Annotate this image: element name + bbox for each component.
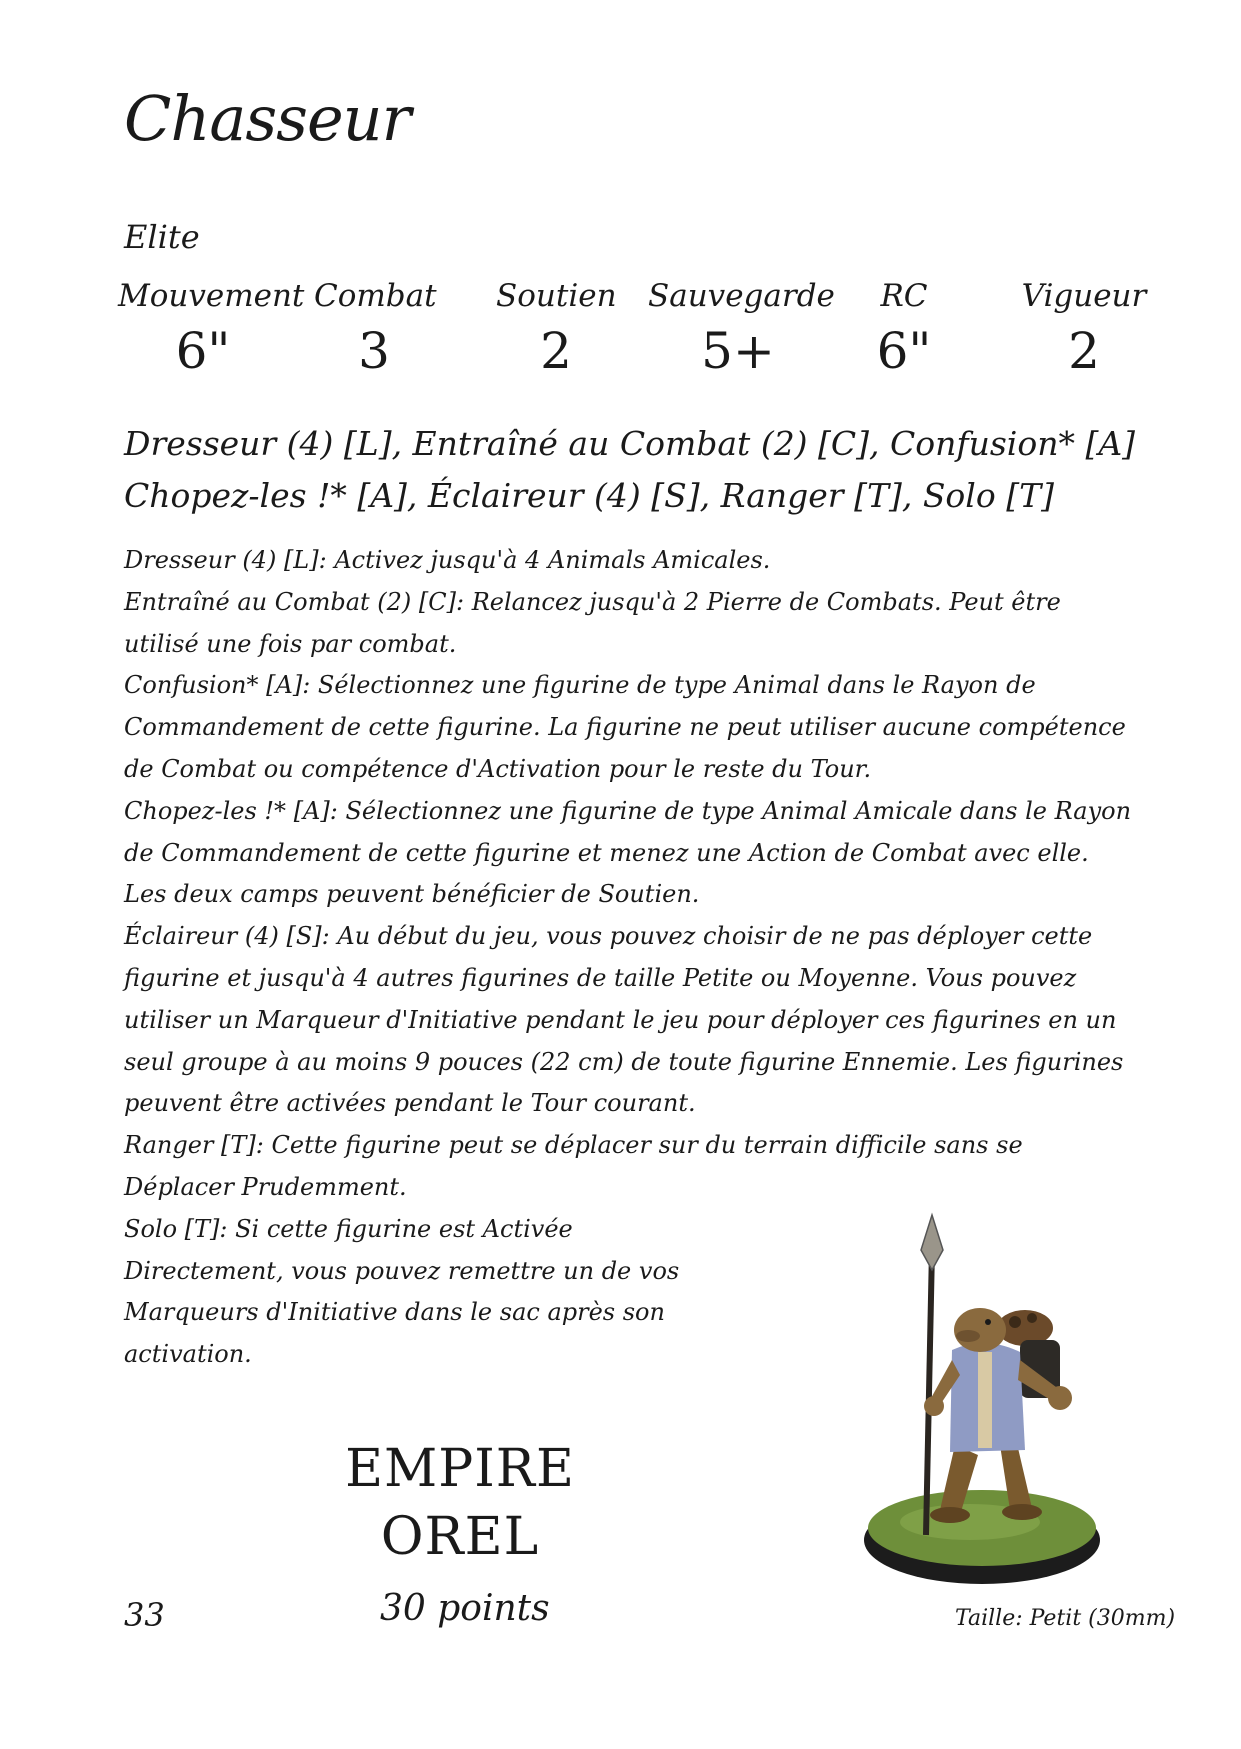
stat-label: Vigueur [1021,278,1147,314]
stat-vigueur [1014,278,1154,380]
size-label: Taille: Petit (30mm) [955,1606,1176,1631]
ability-summary [124,418,1164,522]
stat-soutien [496,278,616,380]
stat-value: 2 [540,322,572,380]
ability-summary-line: Chopez-les !* [A], Éclaireur (4) [S], Ranger [T], Solo [T] [124,476,1054,515]
stat-label: Sauvegarde [648,278,835,314]
stat-combat [314,278,437,380]
ability-entraine-au-combat: Entraîné au Combat (2) [C]: Relancez jusqu'à 2 Pierre de Combats. Peut être utilisé une fois par combat. [124,587,1061,658]
faction-line: EMPIRE [345,1439,575,1499]
points-cost: 30 points [380,1588,550,1629]
stat-label: Combat [314,278,437,314]
stat-sauvegarde [648,278,835,380]
ability-ranger: Ranger [T]: Cette figurine peut se déplacer sur du terrain difficile sans se Déplacer Prudemment. [124,1131,1023,1201]
ability-solo: Solo [T]: Si cette figurine est Activée Directement, vous pouvez remettre un de vos Marqueurs d'Initiative dans le sac après son activation. [124,1214,680,1369]
ability-confusion: Confusion* [A]: Sélectionnez une figurine de type Animal dans le Rayon de Commandement de cette figurine. La figurine ne peut utiliser aucune compétence de Combat ou compétence d'Activation pour le reste du Tour. [124,671,1126,783]
ability-summary-line: Dresseur (4) [L], Entraîné au Combat (2) [C], Confusion* [A] [124,424,1136,463]
faction-line: OREL [380,1507,540,1567]
stat-value: 6" [175,322,231,380]
ability-dresseur: Dresseur (4) [L]: Activez jusqu'à 4 Animals Amicales. [124,546,771,574]
stat-label: Mouvement [118,278,305,314]
stat-value: 5+ [701,322,775,380]
stat-label: RC [880,278,928,314]
miniature-figure-icon [860,1210,1105,1590]
page-title: Chasseur [124,82,411,155]
ability-chopez-les: Chopez-les !* [A]: Sélectionnez une figurine de type Animal Amicale dans le Rayon de Commandement de cette figurine et menez une Action de Combat avec elle. Les deux camps peuvent bénéficier de Soutien. [124,796,1132,909]
stat-value: 3 [358,322,390,380]
stat-rc [864,278,944,380]
page-number: 33 [124,1596,165,1634]
rank-label: Elite [124,218,200,256]
stat-label: Soutien [496,278,617,314]
stat-value: 2 [1068,322,1100,380]
stat-value: 6" [876,322,932,380]
ability-eclaireur: Éclaireur (4) [S]: Au début du jeu, vous pouvez choisir de ne pas déployer cette figurine et jusqu'à 4 autres figurines de taille Petite ou Moyenne. Vous pouvez utiliser un Marqueur d'Initiative pendant le jeu pour déployer ces figurines en un seul groupe à au moins 9 pouces (22 cm) de toute figurine Ennemie. Les figurines peuvent être activées pendant le Tour courant. [124,922,1124,1118]
faction-name [330,1435,590,1571]
stat-mouvement [118,278,305,380]
